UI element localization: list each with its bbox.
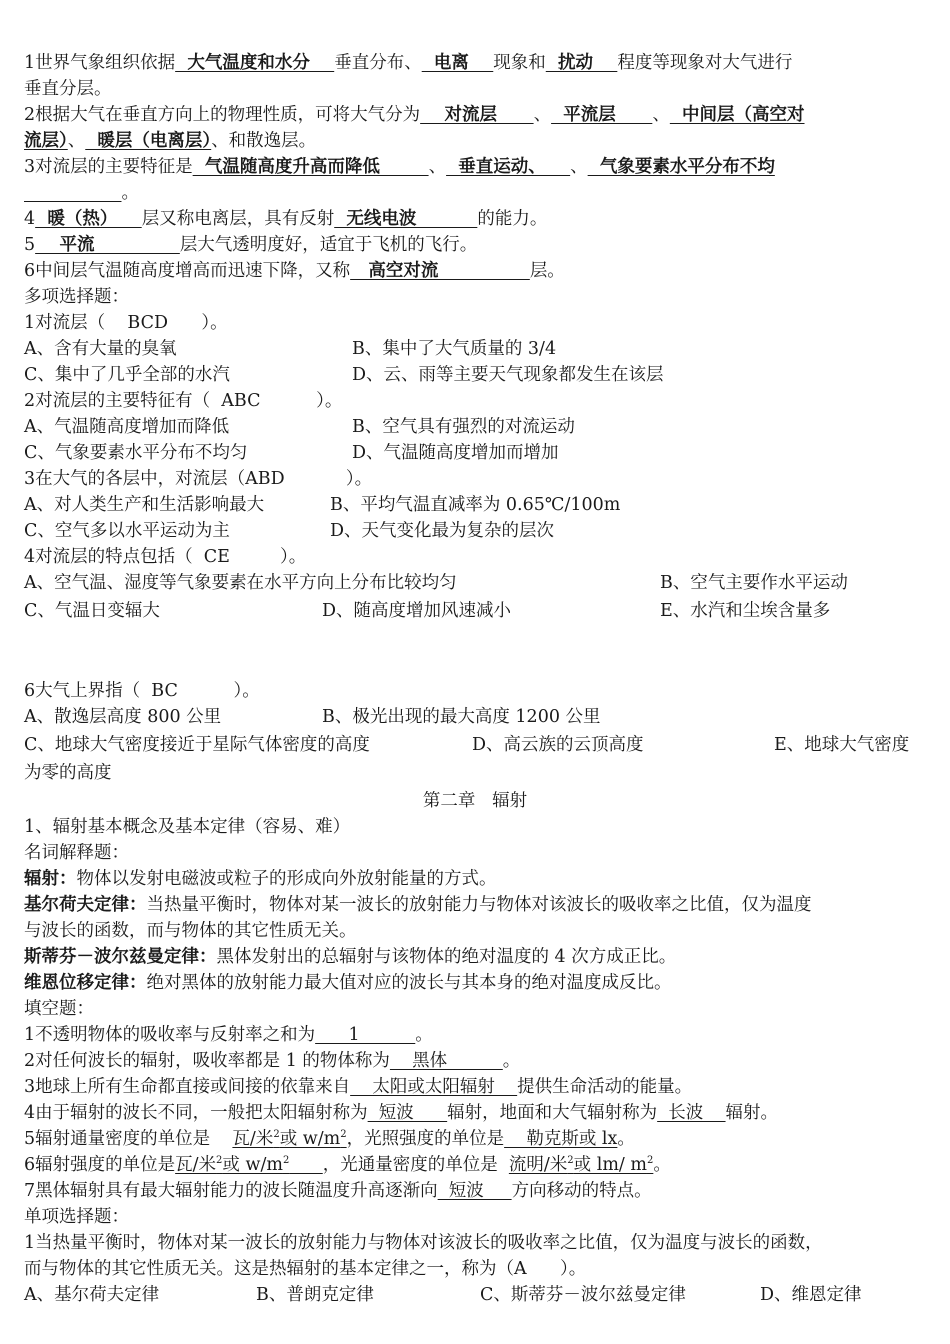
fill-q6 [24,258,926,284]
term-definition [24,944,926,970]
mc-option: A、散逸层高度 800 公里 [24,707,222,727]
question-text: 。 [617,1129,635,1149]
term-definition [24,892,926,918]
term-definition [24,970,926,996]
sc-option: B、普朗克定律 [256,1285,374,1305]
definition: 当热量平衡时，物体对某一波长的放射能力与物体对该波长的吸收率之比值，仅为温度 [146,895,812,915]
section-heading: 单项选择题： [24,1207,129,1227]
sc-question-cont: 而与物体的其它性质无关。这是热辐射的基本定律之一，称为（A ）。 [24,1259,587,1279]
question-text: 辐射，地面和大气辐射称为 [447,1103,658,1123]
answer: 短波 [437,1181,512,1201]
fill-q3 [24,154,926,180]
question-text: 、 [570,157,588,177]
question-text: 的能力。 [477,209,548,229]
answer: 勒克斯或 lx [504,1129,618,1149]
question-text: 。 [121,183,139,203]
term: 辐射： [24,869,77,889]
question-text: 2对任何波长的辐射，吸收率都是 1 的物体称为 [24,1051,390,1071]
question-text: 。 [502,1051,521,1071]
mc-option: C、气温日变辐大 [24,601,160,621]
mc-option: B、空气具有强烈的对流运动 [352,417,575,437]
question-text: 5 [24,235,36,255]
question-text: 。 [415,1025,433,1045]
question-text: 6辐射强度的单位是 [24,1155,176,1175]
fill-q1 [24,50,926,76]
question-text: 3地球上所有生命都直接或间接的依靠来自 [24,1077,351,1097]
question-text: 层又称电离层，具有反射 [141,209,335,229]
section-heading: 多项选择题： [24,287,129,307]
answer: 流层） [24,131,68,151]
fill-q3 [24,1074,926,1100]
answer: 大气温度和水分 [175,53,335,73]
mc-option: C、空气多以水平运动为主 [24,521,230,541]
fill-q4 [24,206,926,232]
answer [24,183,121,203]
question-text: 提供生命活动的能量。 [517,1077,693,1097]
question-text: 5辐射通量密度的单位是 [24,1129,211,1149]
question-text: 现象和 [493,53,546,73]
mc-question: 2对流层的主要特征有（ ABC ）。 [24,391,343,411]
sc-option: A、基尔荷夫定律 [24,1285,160,1305]
answer: 高空对流 [350,261,530,281]
question-text: 、和散逸层。 [211,131,317,151]
mc-option: A、含有大量的臭氧 [24,339,177,359]
fill-q6 [24,1152,926,1178]
fill-q5 [24,232,926,258]
answer: 气温随高度升高而降低 [192,157,429,177]
answer: 太阳或太阳辐射 [350,1077,518,1097]
question-text: 程度等现象对大气进行 [617,53,793,73]
answer: 黑体 [389,1051,503,1071]
question-text: 。 [653,1155,671,1175]
sc-option: C、斯蒂芬－波尔兹曼定律 [480,1285,686,1305]
mc-option: B、平均气温直减率为 0.65℃/100m [330,495,621,515]
section-heading: 填空题： [24,999,94,1019]
answer: 瓦/米$^2$或 $w/m^2$ [232,1129,347,1149]
mc-option: B、空气主要作水平运动 [660,573,848,593]
question-text: 、 [652,105,670,125]
question-text: 垂直分层。 [24,79,112,99]
question-text: 4由于辐射的波长不同，一般把太阳辐射称为 [24,1103,368,1123]
mc-option: B、集中了大气质量的 3/4 [352,339,557,359]
mc-option: C、地球大气密度接近于星际气体密度的高度 [24,735,370,755]
question-text: 方向移动的特点。 [511,1181,652,1201]
mc-option: D、气温随高度增加而增加 [352,443,559,463]
mc-option-cont: 为零的高度 [24,763,112,783]
fill-q2 [24,102,926,128]
answer: 平流层 [551,105,653,125]
term: 斯蒂芬－波尔兹曼定律： [24,947,217,967]
question-text: 3对流层的主要特征是 [24,157,193,177]
definition-cont: 与波长的函数，而与物体的其它性质无关。 [24,921,357,941]
answer: 对流层 [420,105,534,125]
fill-q4 [24,1100,926,1126]
fill-q7 [24,1178,926,1204]
answer: 无线电波 [334,209,478,229]
answer: 短波 [367,1103,448,1123]
question-text: 2根据大气在垂直方向上的物理性质，可将大气分为 [24,105,421,125]
section-heading: 名词解释题： [24,843,129,863]
question-text: 1不透明物体的吸收率与反射率之和为 [24,1025,316,1045]
answer: 气象要素水平分布不均 [587,157,775,177]
mc-question: 1对流层（ BCD ）。 [24,313,228,333]
answer: 长波 [657,1103,726,1123]
mc-option: D、天气变化最为复杂的层次 [330,521,555,541]
answer: 平流 [35,235,180,255]
sc-option: D、维恩定律 [760,1285,862,1305]
chapter-title: 第二章 辐射 [422,791,528,811]
answer: 1 [315,1025,416,1045]
question-text: 层大气透明度好，适宜于飞机的飞行。 [179,235,478,255]
question-text: ，光照强度的单位是 [346,1129,505,1149]
subsection-title: 1、辐射基本概念及基本定律（容易、难） [24,817,351,837]
fill-q3-cont [24,180,926,206]
answer: 暖（热） [35,209,142,229]
answer: 暖层（电离层） [85,131,212,151]
answer: 垂直运动、 [446,157,571,177]
question-text: ，光通量密度的单位是 [322,1155,498,1175]
answer: 流明/米$^2$或 lm/ $m^2$ [508,1155,654,1175]
sc-question: 1当热量平衡时，物体对某一波长的放射能力与物体对该波长的吸收率之比值，仅为温度与波长的函数， [24,1233,823,1253]
definition: 黑体发射出的总辐射与该物体的绝对温度的 4 次方成正比。 [216,947,677,967]
question-text: 、 [67,131,86,151]
answer: 扰动 [545,53,618,73]
fill-q2 [24,1048,926,1074]
mc-option: A、气温随高度增加而降低 [24,417,230,437]
answer: 中间层（高空对 [669,105,805,125]
question-text: 、 [533,105,552,125]
mc-question: 6大气上界指（ BC ）。 [24,681,260,701]
mc-option: B、极光出现的最大高度 1200 公里 [322,707,601,727]
mc-option: E、水汽和尘埃含量多 [660,601,831,621]
question-text: 辐射。 [725,1103,779,1123]
mc-option: D、高云族的云顶高度 [472,735,644,755]
term: 维恩位移定律： [24,973,147,993]
question-text: 垂直分布、 [334,53,422,73]
question-text: 7黑体辐射具有最大辐射能力的波长随温度升高逐渐向 [24,1181,438,1201]
fill-q1-cont [24,76,926,102]
definition: 物体以发射电磁波或粒子的形成向外放射能量的方式。 [76,869,497,889]
mc-question: 3在大气的各层中，对流层（ABD ）。 [24,469,373,489]
mc-question: 4对流层的特点包括（ CE ）。 [24,547,307,567]
question-text: 层。 [529,261,565,281]
question-text: 6中间层气温随高度增高而迅速下降，又称 [24,261,351,281]
mc-option: D、云、雨等主要天气现象都发生在该层 [352,365,664,385]
mc-option: E、地球大气密度 [774,735,910,755]
fill-q1 [24,1022,926,1048]
mc-option: C、气象要素水平分布不均匀 [24,443,248,463]
answer: 电离 [421,53,494,73]
mc-option: C、集中了几乎全部的水汽 [24,365,230,385]
mc-option: D、随高度增加风速减小 [322,601,512,621]
term-definition [24,866,926,892]
term: 基尔荷夫定律： [24,895,147,915]
question-text: 1世界气象组织依据 [24,53,176,73]
fill-q2-cont [24,128,926,154]
answer: 瓦/米$^2$或 $w/m^2$ [175,1155,290,1175]
mc-option: A、空气温、湿度等气象要素在水平方向上分布比较均匀 [24,573,457,593]
fill-q5 [24,1126,926,1152]
question-text: 4 [24,209,36,229]
mc-option: A、对人类生产和生活影响最大 [24,495,265,515]
question-text: 、 [428,157,447,177]
definition: 绝对黑体的放射能力最大值对应的波长与其本身的绝对温度成反比。 [146,973,672,993]
